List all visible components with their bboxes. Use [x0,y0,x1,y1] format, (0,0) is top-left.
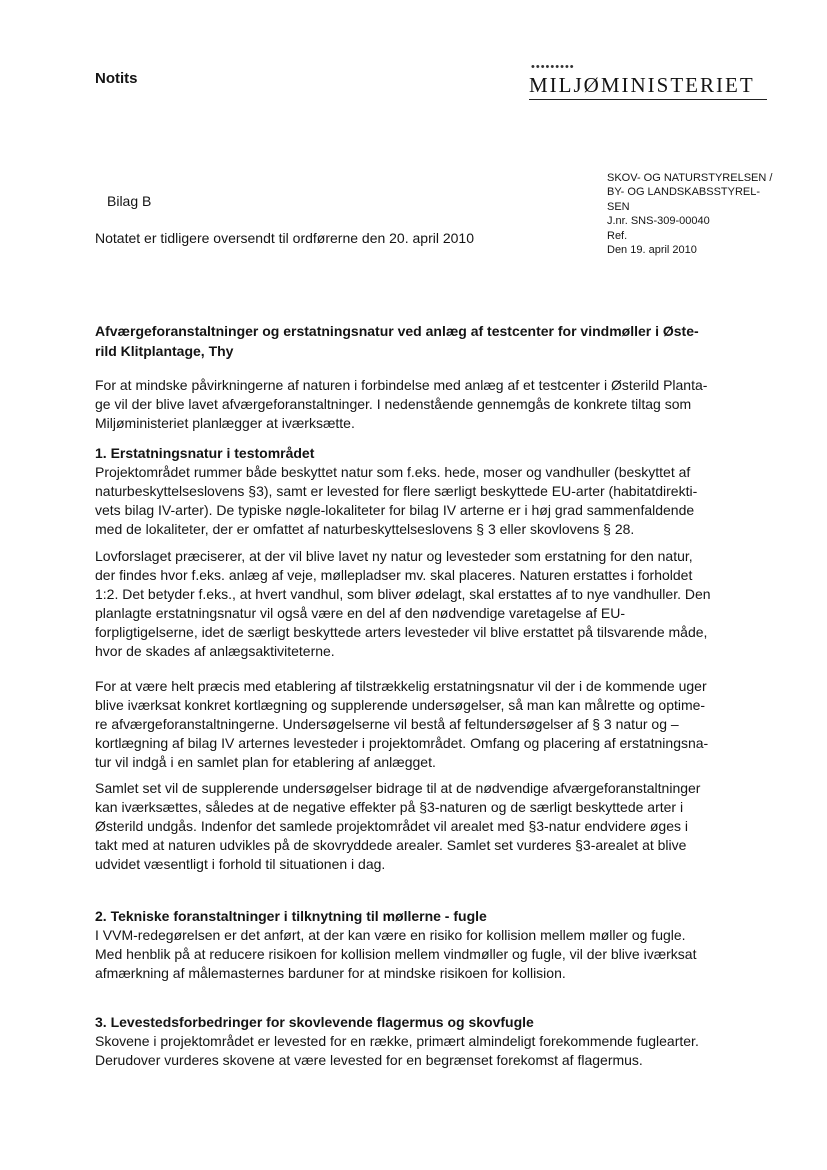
text-line: med de lokaliteter, der er omfattet af naturbeskyttelseslovens § 3 eller skovlovens § 28. [95,521,635,537]
text-line: takt med at naturen udvikles på de skovryddede arealer. Samlet set vurderes §3-arealet at blive [95,837,687,853]
text-line: kan iværksættes, således at de negative effekter på §3-naturen og de særligt beskyttede arter i [95,799,684,815]
text-line: Skovene i projektområdet er levested for en række, primært almindeligt forekommende fuglearter. [95,1033,699,1049]
logo-text: MILJØMINISTERIET [529,73,755,97]
text-line: vets bilag IV-arter). De typiske nøgle-lokaliteter for bilag IV arterne er i høj grad sammenfaldende [95,502,695,518]
title-line: Afværgeforanstaltninger og erstatningsnatur ved anlæg af testcenter for vindmøller i Øste- [95,323,699,339]
section-2 [95,907,775,983]
section-heading: 3. Levestedsforbedringer for skovlevende flagermus og skovfugle [95,1014,534,1030]
text-line: ge vil der blive lavet afværgeforanstaltninger. I nedenstående gennemgås de konkrete tiltag som [95,396,692,412]
text-line: Derudover vurderes skovene at være levested for en begrænset forekomst af flagermus. [95,1052,643,1068]
sent-note: Notatet er tidligere oversendt til ordførerne den 20. april 2010 [95,230,474,246]
text-line: re afværgeforanstaltningerne. Undersøgelserne vil bestå af feltundersøgelser af § 3 natur og – [95,716,679,732]
section-1-paragraph-2 [95,547,775,661]
text-line: For at mindske påvirkningerne af naturen i forbindelse med anlæg af et testcenter i Østerild Planta- [95,377,708,393]
document-title [95,321,765,361]
section-3 [95,1013,775,1070]
ministry-logo [529,62,769,100]
journal-number: J.nr. SNS-309-00040 [607,215,710,228]
agency-line: BY- OG LANDSKABSSTYREL- [607,186,761,199]
text-line: afmærkning af målemasternes barduner for at mindske risikoen for kollision. [95,965,566,981]
section-1-paragraph-3 [95,677,775,772]
text-line: Miljøministeriet planlægger at iværksætte. [95,415,355,431]
title-line: rild Klitplantage, Thy [95,343,234,359]
text-line: tur vil indgå i en samlet plan for etablering af anlægget. [95,754,436,770]
section-heading: 1. Erstatningsnatur i testområdet [95,445,315,461]
section-1 [95,444,775,539]
text-line: Samlet set vil de supplerende undersøgelser bidrage til at de nødvendige afværgeforanstaltninger [95,780,701,796]
text-line: udvidet væsentligt i forhold til situationen i dag. [95,856,386,872]
agency-block [607,171,807,257]
agency-line: SEN [607,200,630,213]
logo-underline [529,99,767,100]
text-line: naturbeskyttelseslovens §3), samt er levested for flere særligt beskyttede EU-arter (habitatdirekti- [95,483,698,499]
text-line: blive iværksat konkret kortlægning og supplerende undersøgelser, så man kan målrette og optime- [95,697,706,713]
text-line: 1:2. Det betyder f.eks., at hvert vandhul, som bliver ødelagt, skal erstattes af to nye vandhuller. Den [95,586,711,602]
document-type-label: Notits [95,70,138,87]
text-line: For at være helt præcis med etablering af tilstrækkelig erstatningsnatur vil der i de kommende uger [95,678,707,694]
appendix-label: Bilag B [107,193,152,209]
text-line: Med henblik på at reducere risikoen for kollision mellem vindmøller og fugle, vil der blive iværksat [95,946,697,962]
agency-line: SKOV- OG NATURSTYRELSEN / [607,172,773,184]
document-date: Den 19. april 2010 [607,244,697,257]
logo-dots: ••••••••• [531,61,575,73]
section-1-paragraph-4 [95,779,775,874]
text-line: I VVM-redegørelsen er det anført, at der kan være en risiko for kollision mellem møller og fugle. [95,927,686,943]
text-line: forpligtigelserne, idet de særligt beskyttede arters levesteder vil blive erstattet på tilsvarende måde, [95,624,708,640]
text-line: Lovforslaget præciserer, at der vil blive lavet ny natur og levesteder som erstatning for den natur, [95,548,693,564]
text-line: Østerild undgås. Indenfor det samlede projektområdet vil arealet med §3-natur endvidere øges i [95,818,688,834]
reference: Ref. [607,229,628,242]
text-line: Projektområdet rummer både beskyttet natur som f.eks. hede, moser og vandhuller (beskyttet af [95,464,691,480]
text-line: der findes hvor f.eks. anlæg af veje, møllepladser mv. skal placeres. Naturen erstattes i forholdet [95,567,693,583]
text-line: kortlægning af bilag IV arternes levesteder i projektområdet. Omfang og placering af erstatningsna- [95,735,709,751]
text-line: planlagte erstatningsnatur vil også være en del af den nødvendige varetagelse af EU- [95,605,625,621]
section-heading: 2. Tekniske foranstaltninger i tilknytning til møllerne - fugle [95,908,487,924]
intro-paragraph [95,376,775,433]
text-line: hvor de skades af anlægsaktiviteterne. [95,643,335,659]
